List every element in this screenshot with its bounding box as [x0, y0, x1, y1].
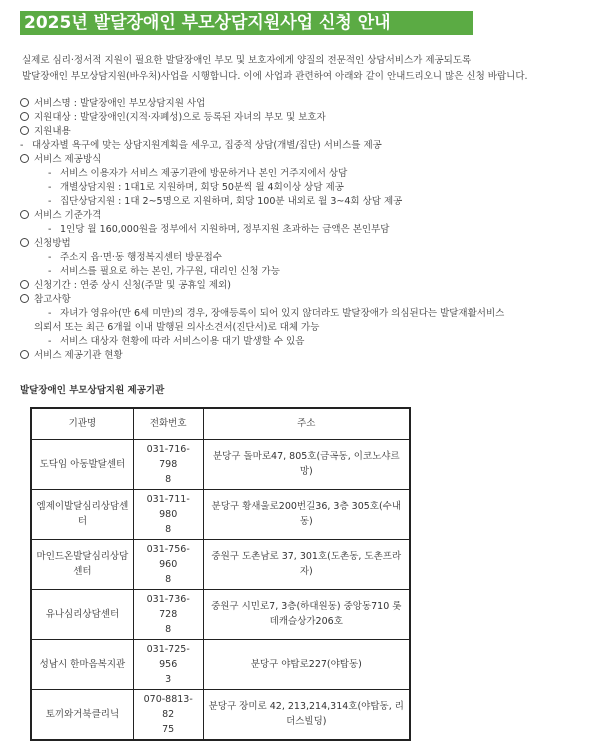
column-header-name: 기관명: [31, 408, 133, 439]
circle-bullet-icon: [20, 154, 29, 163]
list-item: [20, 349, 590, 363]
provider-name: 토끼와거북클리닉: [31, 689, 133, 740]
list-item: [20, 181, 590, 195]
list-item-text: 자녀가 영유아(만 6세 미만)의 경우, 장애등록이 되어 있지 않더라도 발달장애가 의심된다는 발달재활서비스: [60, 308, 505, 319]
info-list: [20, 97, 590, 363]
list-item-text: 대상자별 욕구에 맞는 상담지원계획을 세우고, 집중적 상담(개별/집단) 서비스를 제공: [32, 140, 382, 151]
address-line: 동): [299, 516, 313, 527]
phone-line: 031-711-980: [146, 493, 190, 520]
circle-bullet-icon: [20, 350, 29, 359]
list-item: [20, 167, 590, 181]
provider-address: [203, 639, 410, 689]
table-row: [31, 589, 410, 639]
list-item: [20, 139, 590, 153]
provider-address: [203, 439, 410, 489]
provider-name: 마인드온발달심리상담센터: [31, 539, 133, 589]
list-item: [20, 209, 590, 223]
phone-line: 031-716-798: [146, 443, 190, 470]
column-header-phone: 전화번호: [133, 408, 203, 439]
list-item-text: 서비스 제공기관 현황: [34, 350, 123, 361]
dash-bullet-icon: -: [48, 266, 52, 277]
list-item-text: 신청방법: [34, 238, 71, 249]
list-item-text: 주소지 읍·면·동 행정복지센터 방문접수: [60, 252, 222, 263]
list-item: [20, 97, 590, 111]
table-row: [31, 439, 410, 489]
list-item: [20, 223, 590, 237]
address-line: 데캐슬상가206호: [269, 616, 343, 627]
list-item-text: 서비스 이용자가 서비스 제공기관에 방문하거나 본인 거주지에서 상담: [60, 168, 348, 179]
provider-address: [203, 589, 410, 639]
list-item-text: 의뢰서 또는 최근 6개월 이내 발행된 의사소견서(진단서)로 대체 가능: [34, 322, 320, 333]
circle-bullet-icon: [20, 238, 29, 247]
phone-line: 031-756-960: [146, 543, 190, 570]
list-item-text: 서비스 제공방식: [34, 154, 102, 165]
intro-line: 실제로 심리·정서적 지원이 필요한 발달장애인 부모 및 보호자에게 양질의 전문적인 상담서비스가 제공되도록: [22, 55, 472, 66]
address-line: 분당구 황새울로200번길36, 3층 305호(수내: [211, 501, 402, 512]
column-header-address: 주소: [203, 408, 410, 439]
circle-bullet-icon: [20, 210, 29, 219]
list-item-text: 서비스명 : 발달장애인 부모상담지원 사업: [34, 98, 206, 109]
provider-address: [203, 489, 410, 539]
list-item: [20, 265, 590, 279]
list-item: [20, 321, 590, 335]
address-line: 더스빌딩): [286, 716, 327, 727]
dash-bullet-icon: -: [48, 308, 52, 319]
dash-bullet-icon: -: [48, 182, 52, 193]
phone-line: 031-736-728: [146, 593, 190, 620]
provider-phone: [133, 689, 203, 740]
phone-line: 8: [165, 523, 172, 535]
address-line: 분당구 야탑로227(야탑동): [250, 658, 362, 670]
provider-phone: [133, 639, 203, 689]
table-row: [31, 489, 410, 539]
list-item: [20, 307, 590, 321]
list-item: [20, 335, 590, 349]
provider-phone: [133, 539, 203, 589]
address-line: 분당구 돌마로47, 805호(금곡동, 이코노샤르: [212, 451, 400, 462]
list-item: [20, 279, 590, 293]
phone-line: 070-8813-82: [143, 693, 193, 720]
phone-line: 031-725-956: [146, 643, 190, 670]
circle-bullet-icon: [20, 98, 29, 107]
circle-bullet-icon: [20, 126, 29, 135]
dash-bullet-icon: -: [48, 224, 52, 235]
dash-bullet-icon: -: [48, 336, 52, 347]
list-item: [20, 237, 590, 251]
list-item: [20, 111, 590, 125]
dash-bullet-icon: -: [20, 140, 24, 151]
phone-line: 8: [165, 473, 172, 485]
list-item: [20, 125, 590, 139]
list-item-text: 개별상담지원 : 1대1로 지원하며, 회당 50분씩 월 4회이상 상담 제공: [60, 182, 344, 193]
address-line: 분당구 장미로 42, 213,214,314호(야탑동, 리: [208, 701, 404, 712]
provider-address: [203, 539, 410, 589]
provider-phone: [133, 489, 203, 539]
table-row: [31, 539, 410, 589]
list-item-text: 서비스 대상자 현황에 따라 서비스이용 대기 발생할 수 있음: [60, 336, 305, 347]
list-item-text: 신청기간 : 연중 상시 신청(주말 및 공휴일 제외): [34, 280, 231, 291]
provider-name: 성남시 한마음복지관: [31, 639, 133, 689]
table-header-row: [31, 408, 410, 439]
phone-line: 8: [165, 623, 172, 635]
list-item-text: 집단상담지원 : 1대 2~5명으로 지원하며, 회당 100분 내외로 월 3~4회 상담 제공: [60, 196, 403, 207]
list-item-text: 서비스를 필요로 하는 본인, 가구원, 대리인 신청 가능: [60, 266, 280, 277]
circle-bullet-icon: [20, 294, 29, 303]
circle-bullet-icon: [20, 112, 29, 121]
address-line: 망): [299, 466, 313, 477]
list-item-text: 서비스 기준가격: [34, 210, 102, 221]
dash-bullet-icon: -: [48, 196, 52, 207]
provider-name: 유나심리상담센터: [31, 589, 133, 639]
phone-line: 3: [165, 673, 172, 685]
provider-phone: [133, 589, 203, 639]
dash-bullet-icon: -: [48, 168, 52, 179]
phone-line: 75: [162, 723, 175, 735]
provider-name: 도닥임 아동발달센터: [31, 439, 133, 489]
provider-phone: [133, 439, 203, 489]
list-item-text: 1인당 월 160,000원을 정부에서 지원하며, 정부지원 초과하는 금액은 본인부담: [60, 224, 390, 235]
table-row: [31, 689, 410, 740]
list-item-text: 지원내용: [34, 126, 71, 137]
phone-line: 8: [165, 573, 172, 585]
page-title: 2025년 발달장애인 부모상담지원사업 신청 안내: [20, 11, 473, 35]
address-line: 중원구 도촌남로 37, 301호(도촌동, 도촌프라: [211, 551, 402, 562]
circle-bullet-icon: [20, 280, 29, 289]
list-item-text: 지원대상 : 발달장애인(지적·자폐성)으로 등록된 자녀의 부모 및 보호자: [34, 112, 326, 123]
intro-line: 발달장애인 부모상담지원(바우처)사업을 시행합니다. 이에 사업과 관련하여 아래와 같이 안내드리오니 많은 신청 바랍니다.: [22, 71, 528, 82]
list-item: [20, 293, 590, 307]
list-item: [20, 153, 590, 167]
provider-name: 엠제이발달심리상담센터: [31, 489, 133, 539]
list-item: [20, 195, 590, 209]
intro-paragraph: [22, 53, 592, 85]
list-item: [20, 251, 590, 265]
dash-bullet-icon: -: [48, 252, 52, 263]
list-item-text: 참고사항: [34, 294, 71, 305]
table-row: [31, 639, 410, 689]
section-title: 발달장애인 부모상담지원 제공기관: [20, 385, 165, 396]
address-line: 중원구 시민로7, 3층(하대원동) 중앙동710 롯: [211, 601, 402, 612]
provider-table: [30, 407, 411, 741]
provider-address: [203, 689, 410, 740]
address-line: 자): [299, 566, 313, 577]
